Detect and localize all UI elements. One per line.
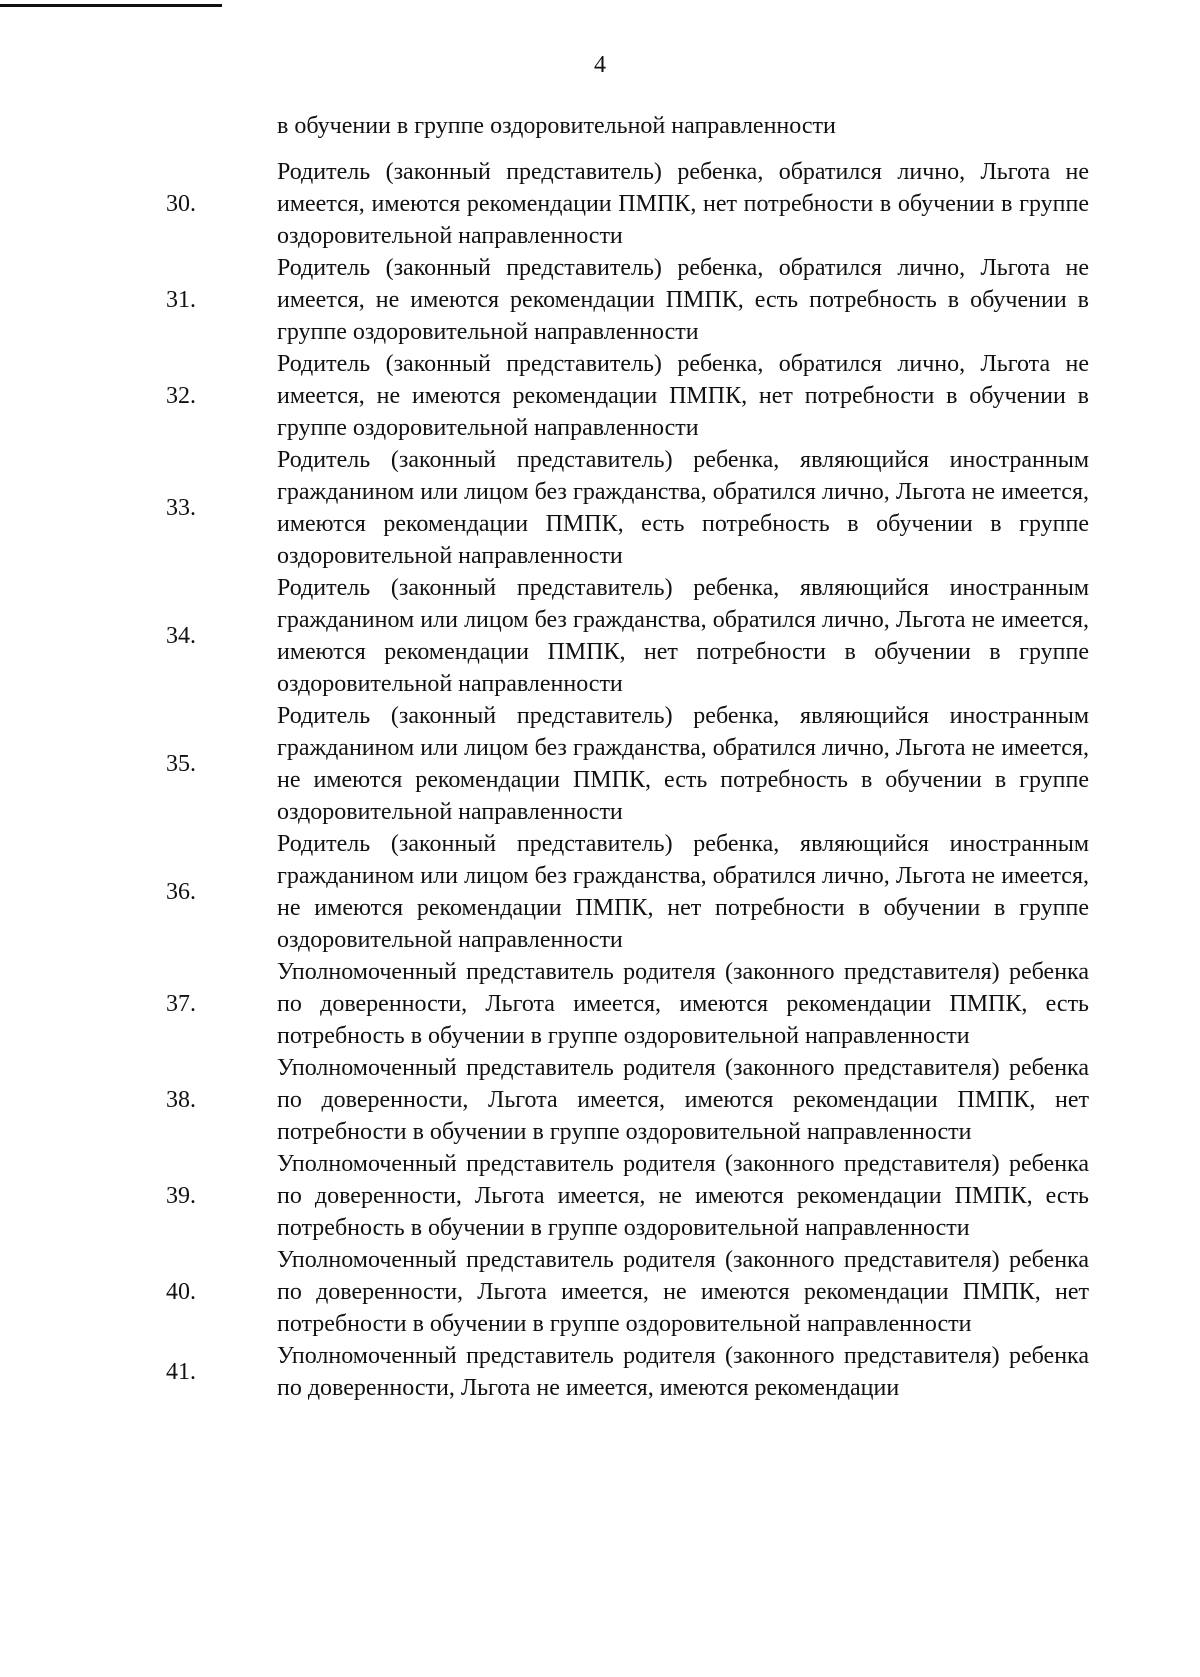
row-text: Уполномоченный представитель родителя (законного представителя) ребенка по доверенности, Льгота имеется, не имеются рекомендации ПМПК, есть потребность в обучении в группе оздоровительной направленности — [277, 1151, 1089, 1241]
row-number: 33. — [166, 495, 196, 521]
row-number: 31. — [166, 287, 196, 313]
row-text: Родитель (законный представитель) ребенка, являющийся иностранным гражданином или лицом без гражданства, обратился лично, Льгота не имеется, не имеются рекомендации ПМПК, нет потребности в обучении в группе оздоровительной направленности — [277, 831, 1089, 953]
row-text: Уполномоченный представитель родителя (законного представителя) ребенка по доверенности, Льгота имеется, не имеются рекомендации ПМПК, нет потребности в обучении в группе оздоровительной направленности — [277, 1247, 1089, 1337]
table-row — [0, 956, 1200, 1052]
row-text: Уполномоченный представитель родителя (законного представителя) ребенка по доверенности, Льгота имеется, имеются рекомендации ПМПК, есть потребность в обучении в группе оздоровительной направленности — [277, 959, 1089, 1049]
table-row — [0, 348, 1200, 444]
row-number: 35. — [166, 751, 196, 777]
table-row — [0, 1148, 1200, 1244]
row-text: Родитель (законный представитель) ребенка, обратился лично, Льгота не имеется, не имеются рекомендации ПМПК, нет потребности в обучении в группе оздоровительной направленности — [277, 351, 1089, 441]
table-row — [0, 828, 1200, 956]
row-number: 38. — [166, 1087, 196, 1113]
row-number: 40. — [166, 1279, 196, 1305]
row-number: 32. — [166, 383, 196, 409]
row-number: 36. — [166, 879, 196, 905]
row-number: 41. — [166, 1359, 196, 1385]
row-number: 39. — [166, 1183, 196, 1209]
table-row — [0, 572, 1200, 700]
row-text: Родитель (законный представитель) ребенка, являющийся иностранным гражданином или лицом без гражданства, обратился лично, Льгота не имеется, не имеются рекомендации ПМПК, есть потребность в обучении в группе оздоровительной направленности — [277, 703, 1089, 825]
continuation-text: в обучении в группе оздоровительной направленности — [277, 113, 836, 139]
table-row — [0, 252, 1200, 348]
table-row — [0, 1052, 1200, 1148]
cases-table — [0, 156, 1200, 1404]
row-text: Родитель (законный представитель) ребенка, являющийся иностранным гражданином или лицом без гражданства, обратился лично, Льгота не имеется, имеются рекомендации ПМПК, нет потребности в обучении в группе оздоровительной направленности — [277, 575, 1089, 697]
row-number: 30. — [166, 191, 196, 217]
table-row — [0, 156, 1200, 252]
top-rule — [0, 4, 222, 7]
row-text: Уполномоченный представитель родителя (законного представителя) ребенка по доверенности, Льгота имеется, имеются рекомендации ПМПК, нет потребности в обучении в группе оздоровительной направленности — [277, 1055, 1089, 1145]
table-row — [0, 444, 1200, 572]
row-text: Родитель (законный представитель) ребенка, обратился лично, Льгота не имеется, имеются рекомендации ПМПК, нет потребности в обучении в группе оздоровительной направленности — [277, 159, 1089, 249]
row-number: 34. — [166, 623, 196, 649]
row-text: Родитель (законный представитель) ребенка, являющийся иностранным гражданином или лицом без гражданства, обратился лично, Льгота не имеется, имеются рекомендации ПМПК, есть потребность в обучении в группе оздоровительной направленности — [277, 447, 1089, 569]
table-row — [0, 1244, 1200, 1340]
table-row — [0, 1340, 1200, 1404]
row-number: 37. — [166, 991, 196, 1017]
row-text: Родитель (законный представитель) ребенка, обратился лично, Льгота не имеется, не имеются рекомендации ПМПК, есть потребность в обучении в группе оздоровительной направленности — [277, 255, 1089, 345]
page-number: 4 — [594, 52, 606, 78]
row-text: Уполномоченный представитель родителя (законного представителя) ребенка по доверенности, Льгота не имеется, имеются рекомендации — [277, 1343, 1089, 1401]
table-row — [0, 700, 1200, 828]
